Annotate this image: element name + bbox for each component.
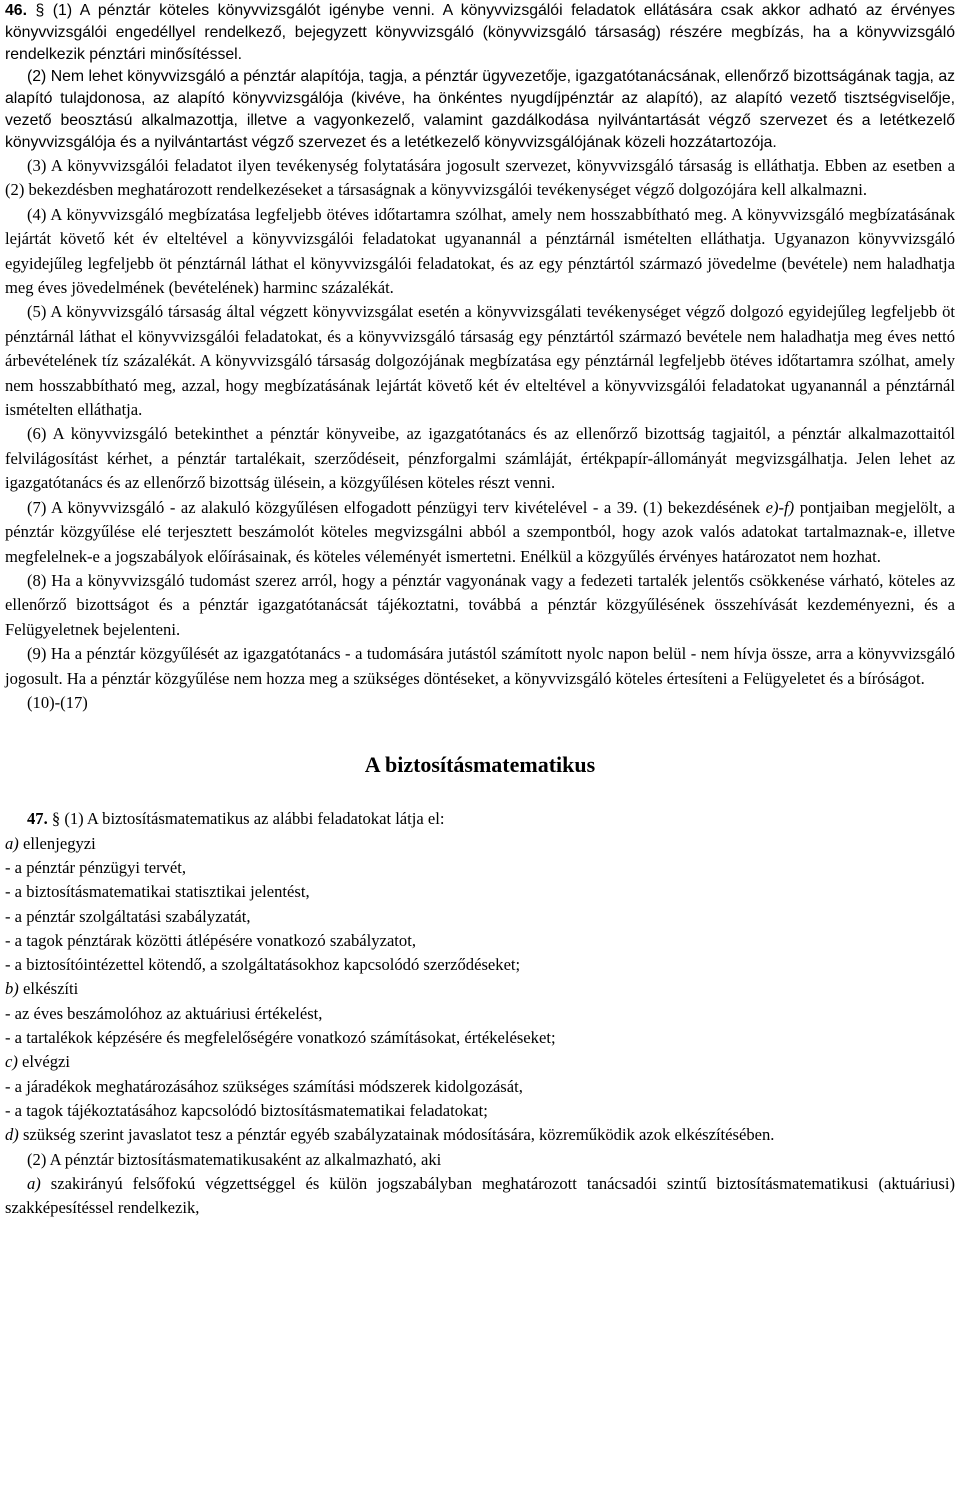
s46-paragraph-1 [5,0,955,66]
list-item: - a járadékok meghatározásához szükséges számítási módszerek kidolgozását, [5,1076,523,1096]
list-item: - a tartalékok képzésére és megfelelőségére vonatkozó számításokat, értékeléseket; [5,1028,556,1048]
point-c-text: elvégzi [17,1052,70,1072]
point-a2-text: szakirányú felsőfokú végzettséggel és külön jogszabályban meghatározott tanácsadói szintű biztosításmatematikusi (aktuáriusi) szakképesítéssel rendelkezik, [5,1174,955,1218]
s47-point-b [5,977,955,1001]
point-a-text: ellenjegyzi [18,833,96,853]
list-item: - a tagok pénztárak közötti átlépésére vonatkozó szabályzatot, [5,930,416,950]
s47-intro-text: (1) A biztosításmatematikus az alábbi feladatokat látja el: [60,809,445,829]
point-d-text: szükség szerint javaslatot tesz a pénztár egyéb szabályzatainak módosítására, közreműködik azok elkészítésében. [18,1125,775,1145]
s46-p7-end: pontjaiban megjelölt, a pénztár közgyűlése elé terjesztett beszámolót köteles megvizsgálni abból a szempontból, hogy azok valós adatokat tartalmaznak-e, illetve megfelelnek-e a jogszabályok előírásainak, és köteles véleményét ismertetni. Enélkül a közgyűlés érvényes határozatot nem hozhat. [5,497,955,566]
s46-p7-start: (7) A könyvvizsgáló - az alakuló közgyűlésen elfogadott pénzügyi terv kivételével - a 39. (1) bekezdésének [27,497,766,517]
point-b-text: elkészíti [18,979,79,999]
s47-intro [5,807,955,831]
s46-p7-points: e)-f) [765,497,795,517]
s46-paragraph-2: (2) Nem lehet könyvvizsgáló a pénztár alapítója, tagja, a pénztár ügyvezetője, igazgatótanácsának, ellenőrző bizottságának tagja, az alapító tulajdonosa, az alapító könyvvizsgálója (kivéve, ha önkéntes nyugdíjpénztár az alapító), az alapító vezető tisztségviselője, vezető beosztású alkalmazottja, illetve a vagyonkezelő, valamint gazdálkodása nyilvántartását végző szervezet és a letétkezelő könyvvizsgálója és a nyilvántartást végző szervezet és a letétkezelő könyvvizsgálójának közeli hozzátartozója. [5,68,955,151]
s46-paragraph-10-17: (10)-(17) [27,692,88,712]
document-page [5,0,955,1221]
s46-paragraph-6: (6) A könyvvizsgáló betekinthet a pénztár könyveibe, az igazgatótanács és az ellenőrző bizottság tagjaitól, a pénztár alkalmazottaitól felvilágosítást kérhet, a pénztár tartalékait, szerződéseit, pénzforgalmi számláját, értékpapír-állományát megvizsgálhatja. Jelen lehet az igazgatótanács és az ellenőrző bizottság ülésein, a közgyűlésen köteles részt venni. [5,424,955,493]
s46-paragraph-4: (4) A könyvvizsgáló megbízatása legfeljebb ötéves időtartamra szólhat, amely nem hosszabbítható meg. A könyvvizsgáló megbízatásának lejártát követő két év elteltével a könyvvizsgálói feladatokat ugyanannál a pénztárnál ismételten elláthatja. Ugyanazon könyvvizsgáló egyidejűleg legfeljebb öt pénztárnál láthat el könyvvizsgálói feladatokat, és az egy pénztártól származó jövedelme (bevétele) nem haladhatja meg éves jövedelmének (bevételének) harminc százalékát. [5,204,955,298]
s47-point-a2 [5,1172,955,1221]
point-d-label: d) [5,1125,19,1145]
list-item: - a biztosításmatematikai statisztikai jelentést, [5,882,310,902]
s46-paragraph-3: (3) A könyvvizsgálói feladatot ilyen tevékenység folytatására jogosult szervezet, könyvvizsgáló társaság is elláthatja. Ebben az esetben a (2) bekezdésben meghatározott rendelkezéseket a társaságnak a könyvvizsgálói tevékenységet végző dolgozójára kell alkalmazni. [5,156,955,200]
s46-paragraph-8: (8) Ha a könyvvizsgáló tudomást szerez arról, hogy a pénztár vagyonának vagy a fedezeti tartalék jelentős csökkenése várható, köteles az ellenőrző bizottságot és a pénztár igazgatótanácsát tájékoztatni, továbbá a pénztár közgyűlésének összehívását kezdeményezni, és a Felügyeletnek bejelenteni. [5,570,955,639]
list-item: - az éves beszámolóhoz az aktuáriusi értékelést, [5,1003,323,1023]
point-a2-label: a) [27,1174,41,1194]
point-b-label: b) [5,979,19,999]
point-a-label: a) [5,833,19,853]
list-item: - a pénztár szolgáltatási szabályzatát, [5,906,251,926]
list-item: - a pénztár pénzügyi tervét, [5,857,187,877]
s46-paragraph-7 [5,496,955,569]
list-item: - a biztosítóintézettel kötendő, a szolgáltatásokhoz kapcsolódó szerződéseket; [5,955,521,975]
s47-number: 47. [27,809,48,829]
s47-point-c [5,1050,955,1074]
s46-number: 46. [5,2,27,19]
section-sign: § [47,809,61,829]
section-heading: A biztosításmatematikus [364,752,596,778]
point-c-label: c) [5,1052,18,1072]
list-item: - a tagok tájékoztatásához kapcsolódó biztosításmatematikai feladatokat; [5,1100,488,1120]
s46-paragraph-5: (5) A könyvvizsgáló társaság által végzett könyvvizsgálat esetén a könyvvizsgálati tevékenységet végző dolgozó egyidejűleg legfeljebb öt pénztárnál láthat el könyvvizsgálói feladatokat, és a könyvvizsgáló társaság egy pénztártól származó bevétele nem haladhatja meg éves nettó árbevételének tíz százalékát. A könyvvizsgáló társaság dolgozójának megbízatása egy pénztárnál legfeljebb ötéves időtartamra szólhat, amely nem hosszabbítható meg, azzal, hogy megbízatásának lejártát követő két év elteltével a könyvvizsgálói feladatokat ugyanannál a pénztárnál ismételten elláthatja. [5,302,955,420]
section-sign: § [26,2,45,19]
s47-point-d [5,1123,955,1147]
s46-p1-text: (1) A pénztár köteles könyvvizsgálót igénybe venni. A könyvvizsgálói feladatok ellátására csak akkor adható az érvényes könyvvizsgálói engedéllyel rendelkező, bejegyzett könyvvizsgáló (könyvvizsgáló társaság) részére megbízás, ha a könyvvizsgáló rendelkezik pénztári minősítéssel. [5,2,955,63]
s47-paragraph-2: (2) A pénztár biztosításmatematikusaként az alkalmazható, aki [27,1149,442,1169]
s46-paragraph-9: (9) Ha a pénztár közgyűlését az igazgatótanács - a tudomására jutástól számított nyolc napon belül - nem hívja össze, arra a könyvvizsgáló jogosult. Ha a pénztár közgyűlése nem hozza meg a szükséges döntéseket, a könyvvizsgáló köteles értesíteni a Felügyeletet és a bíróságot. [5,644,955,688]
s47-point-a [5,832,955,856]
